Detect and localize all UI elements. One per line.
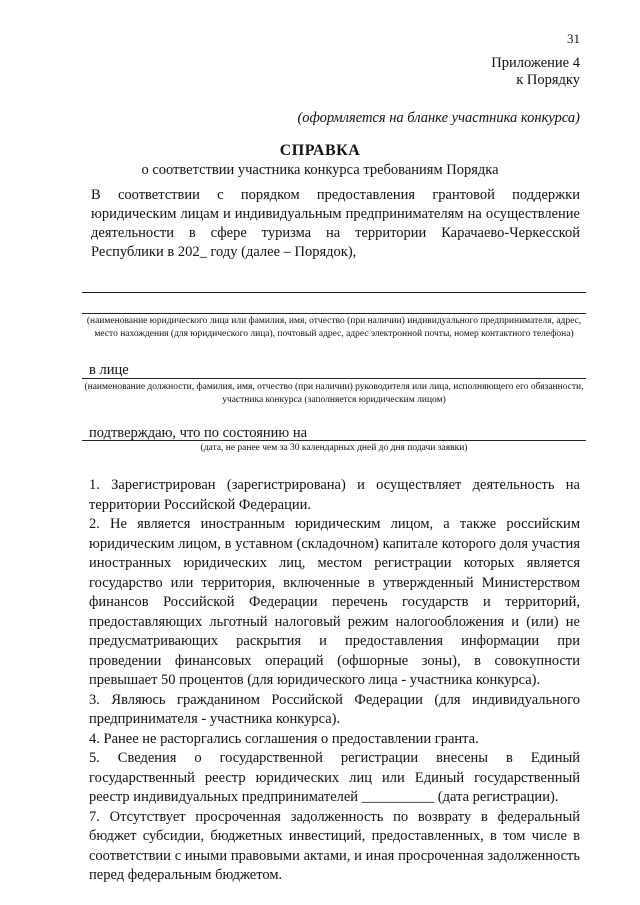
representative-caption: (наименование должности, фамилия, имя, отчество (при наличии) руководителя или лица, исполняющего его обязанности, участника конкурса (заполняется юридическим лицом) — [84, 382, 584, 405]
page-number: 31 — [567, 31, 580, 46]
applicant-fill-line — [82, 313, 586, 314]
list-item: 3. Являюсь гражданином Российской Федерации (для индивидуального предпринимателя - участника конкурса). — [89, 691, 580, 727]
list-item: 7. Отсутствует просроченная задолженность по возврату в федеральный бюджет субсидии, бюджетных инвестиций, предоставленных, в том числе в соответствии с иными правовыми актами, и иная просроченная задолженность перед федеральным бюджетом. — [89, 808, 580, 883]
in-person-label: в лице — [89, 362, 129, 378]
applicant-caption: (наименование юридического лица или фамилия, имя, отчество (при наличии) индивидуального предпринимателя, адрес, место нахождения (для юридического лица), почтовый адрес, адрес электронной почты, номер контактного телефона) — [86, 316, 582, 339]
document-title: СПРАВКА — [279, 142, 361, 159]
list-item: 2. Не является иностранным юридическим лицом, а также российским юридическим лицом, в уставном (складочном) капитале которого доля участия иностранных юридических лиц, местом регистрации которых является государство или территория, включенные в утвержденный Министерством финансов Российской Федерации перечень государств и территорий, предоставляющих льготный налоговый режим налогообложения и (или) не предусматривающих раскрытия и предоставления информации при проведении финансовых операций (офшорные зоны), в совокупности превышает 50 процентов (для юридического лица - участника конкурса). — [89, 516, 580, 688]
date-caption: (дата, не ранее чем за 30 календарных дней до дня подачи заявки) — [200, 443, 468, 453]
representative-fill-line — [82, 378, 586, 379]
appendix-number: Приложение 4 — [491, 55, 580, 71]
intro-paragraph: В соответствии с порядком предоставления грантовой поддержки юридическим лицам и индивидуальным предпринимателям на осуществление деятельности в сфере туризма на территории Карачаево-Черкесской Республики в 202_ году (далее – Порядок), — [91, 187, 580, 260]
list-item: 1. Зарегистрирован (зарегистрирована) и осуществляет деятельность на территории Российской Федерации. — [89, 477, 580, 513]
list-item: 4. Ранее не расторгались соглашения о предоставлении гранта. — [89, 730, 479, 747]
applicant-fill-line — [82, 292, 586, 293]
list-item: 5. Сведения о государственной регистрации внесены в Единый государственный реестр юридических лиц или Единый государственный реестр индивидуальных предпринимателей __________ (дата регистрации). — [89, 750, 580, 805]
confirm-label: подтверждаю, что по состоянию на — [89, 425, 308, 441]
form-note: (оформляется на бланке участника конкурса) — [297, 110, 580, 126]
date-fill-line — [82, 440, 586, 441]
appendix-reference: к Порядку — [516, 72, 580, 88]
requirements-list — [89, 476, 580, 886]
document-subtitle: о соответствии участника конкурса требованиям Порядка — [141, 162, 499, 178]
